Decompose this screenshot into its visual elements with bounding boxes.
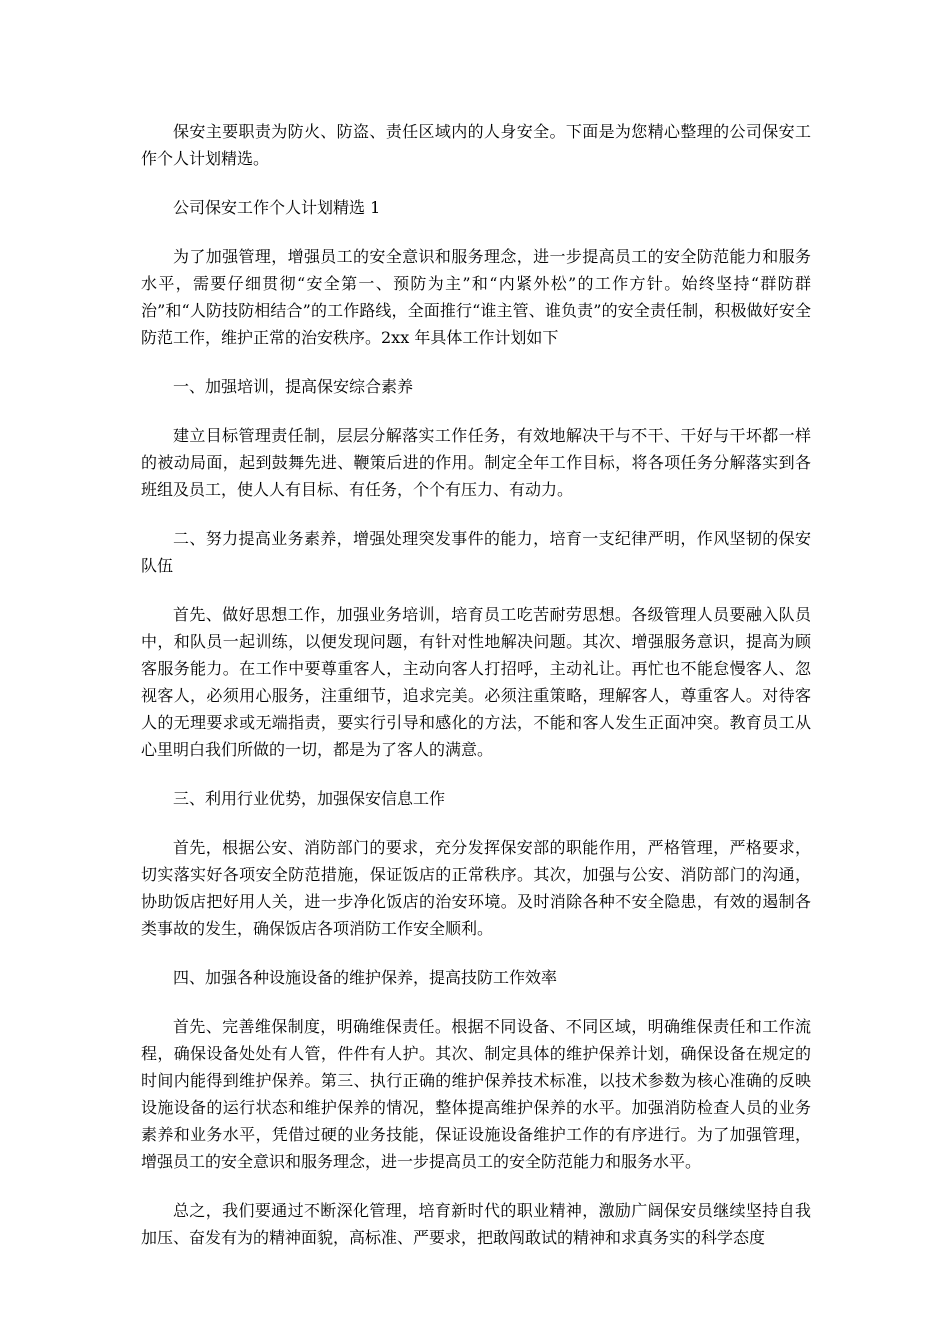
heading-3: 三、利用行业优势，加强保安信息工作 [173, 789, 446, 808]
section-title: 公司保安工作个人计划精选 1 [173, 198, 381, 217]
paragraph-4: 首先，根据公安、消防部门的要求，充分发挥保安部的职能作用，严格管理，严格要求，切实落实好各项安全防范措施，保证饭店的正常秩序。其次，加强与公安、消防部门的沟通，协助饭店把好用人关，进一步净化饭店的治安环境。及时消除各种不安全隐患，有效的遏制各类事故的发生，确保饭店各项消防工作安全顺利。 [141, 838, 811, 938]
paragraph-1: 为了加强管理，增强员工的安全意识和服务理念，进一步提高员工的安全防范能力和服务水平，需要仔细贯彻“安全第一、预防为主”和“内紧外松”的工作方针。始终坚持“群防群治”和“人防技防相结合”的工作路线，全面推行“谁主管、谁负责”的安全责任制，积极做好安全防范工作，维护正常的治安秩序。2xx 年具体工作计划如下 [141, 247, 811, 347]
heading-4: 四、加强各种设施设备的维护保养，提高技防工作效率 [173, 968, 558, 987]
paragraph-6: 总之，我们要通过不断深化管理，培育新时代的职业精神，激励广阔保安员继续坚持自我加压、奋发有为的精神面貌，高标准、严要求，把敢闯敢试的精神和求真务实的科学态度 [141, 1201, 811, 1247]
paragraph-2: 建立目标管理责任制，层层分解落实工作任务，有效地解决干与不干、干好与干坏都一样的被动局面，起到鼓舞先进、鞭策后进的作用。制定全年工作目标，将各项任务分解落实到各班组及员工，使人人有目标、有任务，个个有压力、有动力。 [141, 426, 811, 499]
paragraph-3: 首先、做好思想工作，加强业务培训，培育员工吃苦耐劳思想。各级管理人员要融入队员中，和队员一起训练，以便发现问题，有针对性地解决问题。其次、增强服务意识，提高为顾客服务能力。在工作中要尊重客人，主动向客人打招呼，主动礼让。再忙也不能怠慢客人、忽视客人，必须用心服务，注重细节，追求完美。必须注重策略，理解客人，尊重客人。对待客人的无理要求或无端指责，要实行引导和感化的方法，不能和客人发生正面冲突。教育员工从心里明白我们所做的一切，都是为了客人的满意。 [141, 605, 811, 759]
heading-2: 二、努力提高业务素养，增强处理突发事件的能力，培育一支纪律严明，作风坚韧的保安队伍 [141, 529, 811, 575]
heading-1: 一、加强培训，提高保安综合素养 [173, 377, 414, 396]
paragraph-5: 首先、完善维保制度，明确维保责任。根据不同设备、不同区域，明确维保责任和工作流程，确保设备处处有人管，件件有人护。其次、制定具体的维护保养计划，确保设备在规定的时间内能得到维护保养。第三、执行正确的维护保养技术标准，以技术参数为核心准确的反映设施设备的运行状态和维护保养的情况，整体提高维护保养的水平。加强消防检查人员的业务素养和业务水平，凭借过硬的业务技能，保证设施设备维护工作的有序进行。为了加强管理，增强员工的安全意识和服务理念，进一步提高员工的安全防范能力和服务水平。 [141, 1017, 811, 1171]
document-body [141, 118, 811, 1273]
intro-paragraph: 保安主要职责为防火、防盗、责任区域内的人身安全。下面是为您精心整理的公司保安工作个人计划精选。 [141, 122, 811, 168]
